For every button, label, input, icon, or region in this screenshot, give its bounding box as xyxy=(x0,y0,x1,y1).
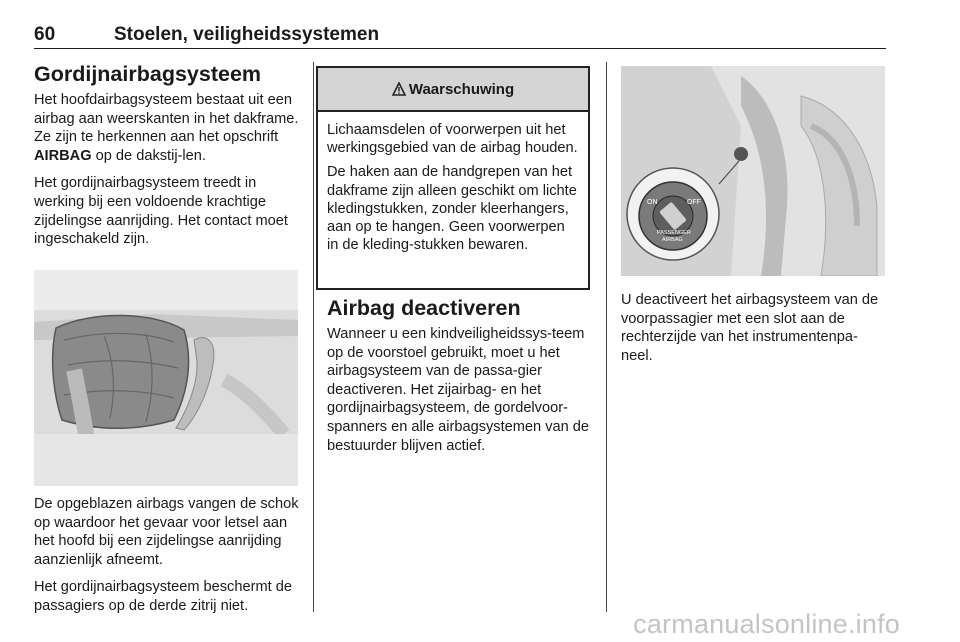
airbag-label: AIRBAG xyxy=(34,147,92,164)
column-divider xyxy=(606,62,607,612)
switch-label-line-2: AIRBAG xyxy=(662,237,683,243)
warning-title: Waarschuwing xyxy=(408,80,515,98)
switch-on-label: ON xyxy=(647,199,658,206)
warning-paragraph: De haken aan de handgrepen van het dakframe zijn alleen geschikt om lichte kledingstukken, zonder kleerhangers, aan op te hangen. Geen voorwerpen in de kleding-stukken bewaren. xyxy=(327,164,577,254)
column-divider xyxy=(313,62,314,612)
paragraph: U deactiveert het airbagsysteem van de voorpassagier met een slot aan de rechterzijde van het instrumentenpa-neel. xyxy=(621,292,879,364)
column-1-lower xyxy=(34,495,302,625)
paragraph: De opgeblazen airbags vangen de schok op waardoor het gevaar voor letsel aan het hoofd bij een zijdelingse aanrijding aanzienlijk afneemt. xyxy=(34,496,299,568)
warning-paragraph: Lichaamsdelen of voorwerpen uit het werkingsgebied van de airbag houden. xyxy=(327,122,578,157)
column-3 xyxy=(621,291,889,374)
warning-icon xyxy=(392,82,409,96)
section-heading-curtain-airbag: Gordijnairbagsysteem xyxy=(34,62,262,86)
paragraph: Wanneer u een kindveiligheidssys-teem op de voorstoel gebruikt, moet u het airbagsysteem van de passa-gier deactiveren. Het zijairbag- en het gordijnairbagsysteem, de gordelvoor-spanners en alle airbagsystemen van de bestuurder blijven actief. xyxy=(327,326,590,454)
warning-box xyxy=(316,66,590,290)
column-1 xyxy=(34,62,300,258)
curtain-airbag-illustration xyxy=(34,270,298,486)
warning-body xyxy=(318,112,588,254)
section-heading-airbag-deactivate: Airbag deactiveren xyxy=(327,296,521,320)
paragraph: Het gordijnairbagsysteem treedt in werking bij een voldoende krachtige zijdelingse aanrijding. Het contact moet ingeschakeld zijn. xyxy=(34,175,288,248)
page-number: 60 xyxy=(34,24,56,45)
paragraph: Het gordijnairbagsysteem beschermt de passagiers op de derde zitrij niet. xyxy=(34,579,292,614)
switch-label-line-1: PASSENGER xyxy=(657,230,691,236)
warning-header xyxy=(318,68,588,112)
page-title: Stoelen, veiligheidssystemen xyxy=(114,24,380,45)
page-header xyxy=(34,24,886,49)
column-2 xyxy=(327,296,593,464)
paragraph: Het hoofdairbagsysteem bestaat uit een airbag aan weerskanten in het dakframe. Ze zijn te herkennen aan het opschrift AIRBAG op de dakstij-len. xyxy=(34,92,299,164)
switch-off-label: OFF xyxy=(687,199,701,206)
watermark: carmanualsonline.info xyxy=(633,609,900,639)
airbag-switch-illustration xyxy=(621,66,885,276)
